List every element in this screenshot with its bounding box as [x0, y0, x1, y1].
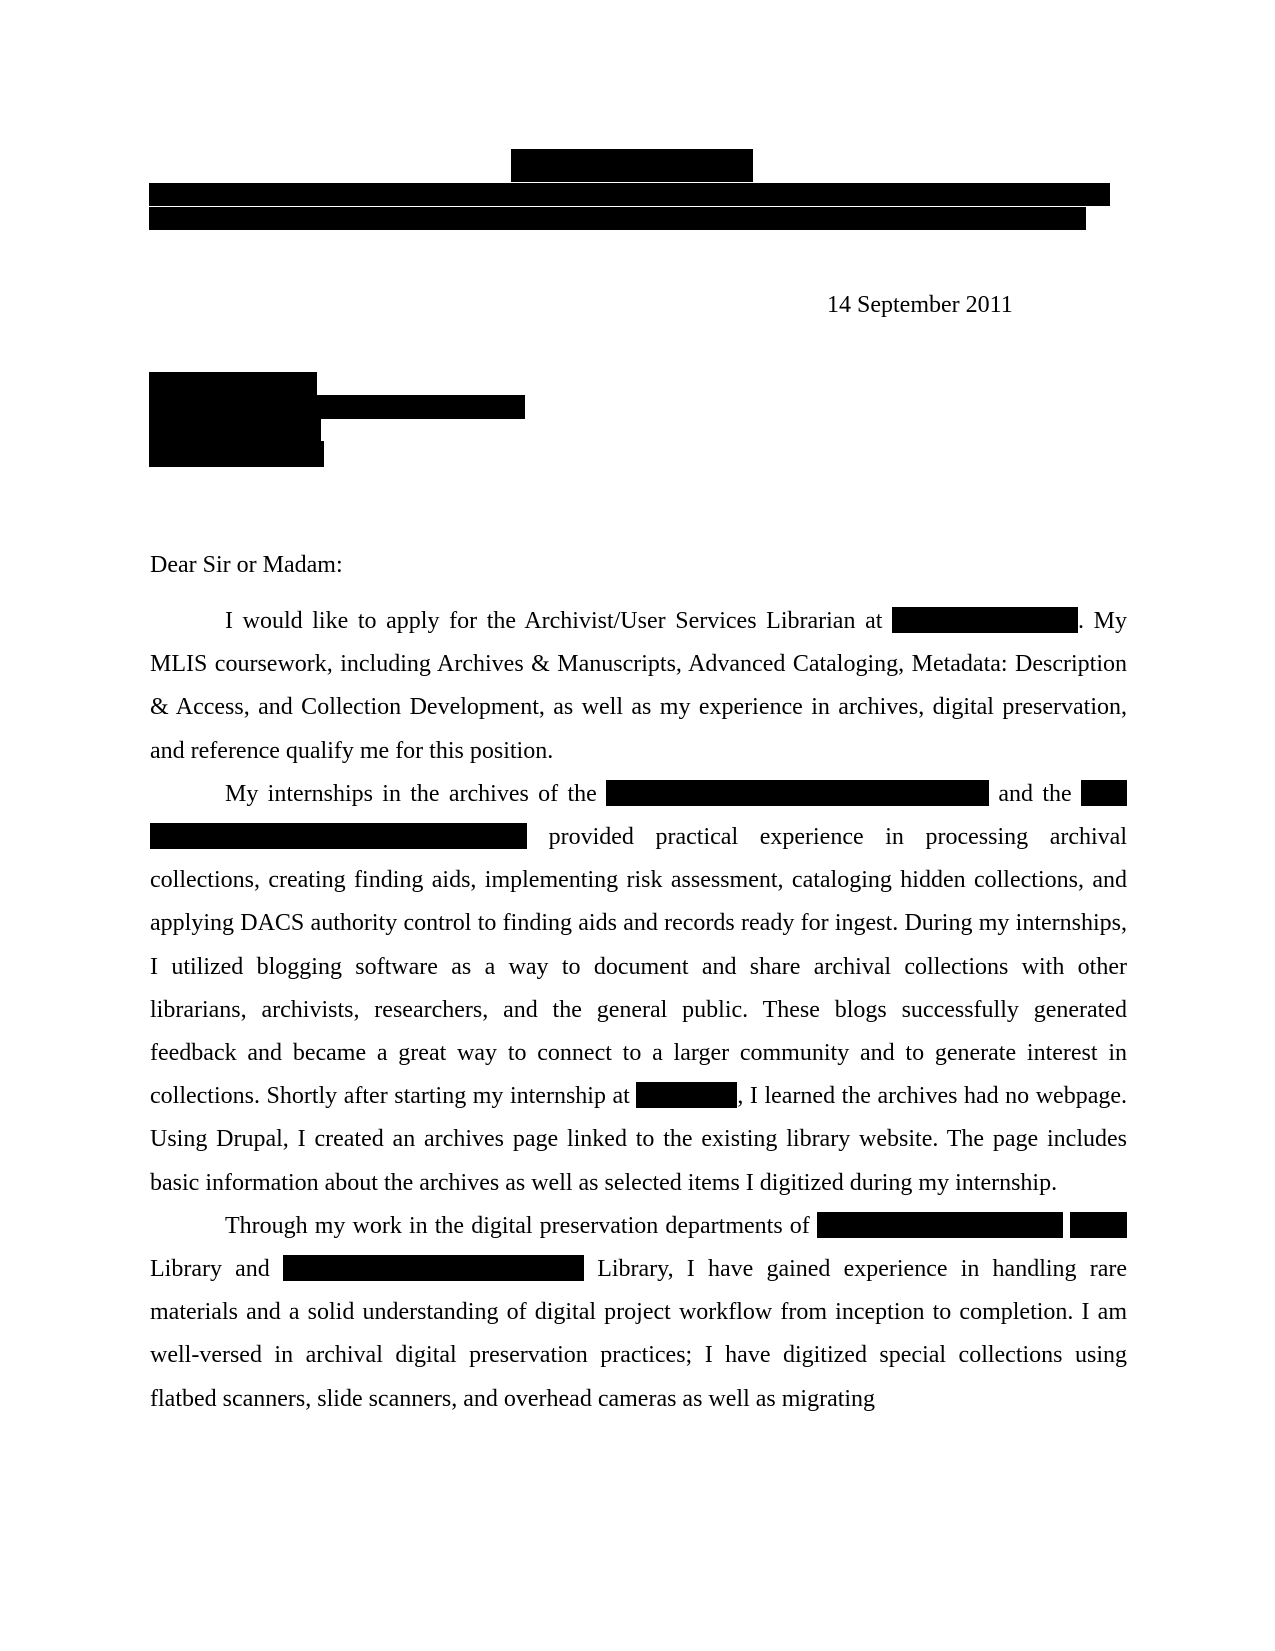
redacted-institution — [892, 607, 1078, 633]
paragraph-1 — [150, 600, 1127, 773]
paragraph-2-part-a: My internships in the archives of the — [225, 780, 597, 807]
redacted-recipient-line-2 — [149, 395, 525, 419]
letter-date: 14 September 2011 — [827, 292, 1013, 318]
redacted-recipient-line-3 — [149, 418, 321, 442]
redacted-letterhead-line-1 — [149, 183, 1110, 206]
paragraph-3-part-b: Library and — [150, 1256, 270, 1283]
letter-body — [150, 600, 1127, 1421]
paragraph-3-part-a: Through my work in the digital preservation departments of — [225, 1212, 810, 1239]
paragraph-3-part-c: Library, I have gained experience in handling rare materials and a solid understanding of digital project workflow from inception to completion. I am well-versed in archival digital preservation practices; I have digitized special collections using flatbed scanners, slide scanners, and overhead cameras as well as migrating — [150, 1256, 1128, 1412]
redacted-internship-site-1 — [606, 780, 989, 806]
salutation: Dear Sir or Madam: — [150, 552, 343, 578]
redacted-letterhead-line-2 — [149, 207, 1086, 230]
redacted-recipient-line-1 — [149, 372, 317, 396]
redacted-letterhead-name — [511, 149, 753, 182]
paragraph-2 — [150, 773, 1127, 1205]
redacted-recipient-line-4 — [149, 441, 324, 467]
paragraph-1-part-a: I would like to apply for the Archivist/User Services Librarian at — [225, 608, 883, 634]
paragraph-3 — [150, 1205, 1127, 1421]
redacted-library-2 — [283, 1255, 584, 1281]
redacted-internship-site-2b — [150, 823, 527, 849]
redacted-library-1b — [1070, 1212, 1127, 1238]
paragraph-1-part-b: . My MLIS coursework, including Archives & Manuscripts, Advanced Cataloging, Metadata: Description & Access, and Collection Development, as well as my experience in archives, digital preservation, and reference qualify me for this position. — [150, 608, 1127, 764]
paragraph-2-part-b: and the — [998, 780, 1072, 807]
paragraph-2-part-d: , I learned the archives had no webpage. Using Drupal, I created an archives page linked to the existing library website. The page includes basic information about the archives as well as selected items I digitized during my internship. — [150, 1083, 1128, 1196]
redacted-internship-site-2a — [1081, 780, 1127, 806]
paragraph-2-part-c: provided practical experience in processing archival collections, creating finding aids, implementing risk assessment, cataloging hidden collections, and applying DACS authority control to finding aids and records ready for ingest. During my internships, I utilized blogging software as a way to document and share archival collections with other librarians, archivists, researchers, and the general public. These blogs successfully generated feedback and became a great way to connect to a larger community and to generate interest in collections. Shortly after starting my internship at — [150, 824, 1127, 1110]
redacted-internship-site-3 — [636, 1082, 737, 1108]
redacted-library-1a — [817, 1212, 1063, 1238]
